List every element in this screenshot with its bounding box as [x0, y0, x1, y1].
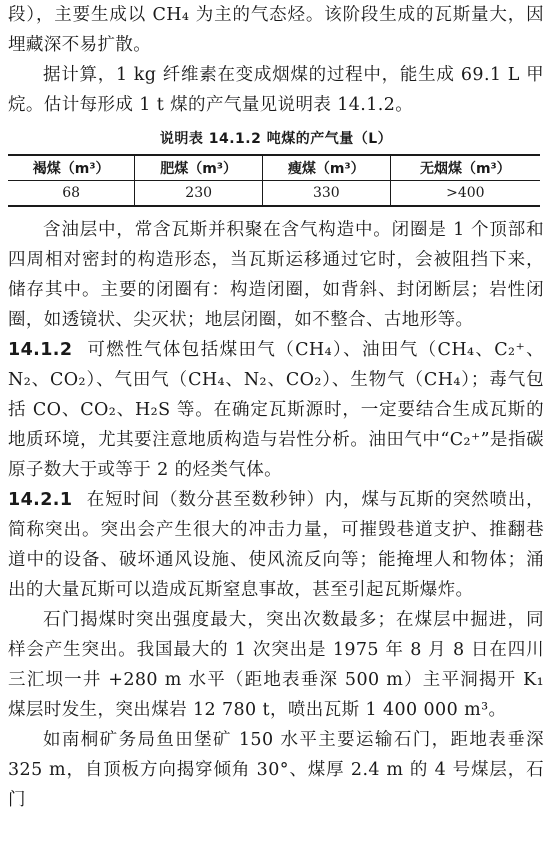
section-14-2-1: [8, 485, 544, 605]
paragraph-example: 如南桐矿务局鱼田堡矿 150 水平主要运输石门，距地表垂深 325 m，自顶板方向揭穿倾角 30°、煤厚 2.4 m 的 4 号煤层，石门: [8, 730, 544, 810]
section-number: 14.1.2: [8, 340, 73, 360]
section-number: 14.2.1: [8, 490, 73, 510]
header-lignite: 褐煤（m³）: [8, 155, 135, 181]
paragraph-closure: 含油层中，常含瓦斯并积聚在含气构造中。闭圈是 1 个顶部和四周相对密封的构造形态，当瓦斯运移通过它时，会被阻挡下来，储存其中。主要的闭圈有：构造闭圈，如背斜、封闭断层；岩性闭圈，如透镜状、尖灭状；地层闭圈，如不整合、古地形等。: [8, 220, 544, 330]
value-lignite: 68: [8, 181, 135, 207]
table-row: [8, 181, 540, 207]
value-fat-coal: 230: [135, 181, 263, 207]
paragraph-continuation: 段），主要生成以 CH₄ 为主的气态烃。该阶段生成的瓦斯量大，因埋藏深不易扩散。: [8, 5, 544, 55]
header-fat-coal: 肥煤（m³）: [135, 155, 263, 181]
section-body: 可燃性气体包括煤田气（CH₄）、油田气（CH₄、C₂⁺、N₂、CO₂）、气田气（CH₄、N₂、CO₂）、生物气（CH₄）；毒气包括 CO、CO₂、H₂S 等。在确定瓦斯源时，一定要结合生成瓦斯的地质环境，尤其要注意地质构造与岩性分析。油田气中“C₂⁺”是指碳原子数大于或等于 2 的烃类气体。: [8, 340, 544, 480]
value-anthracite: >400: [390, 181, 540, 207]
paragraph-outburst-record: 石门揭煤时突出强度最大，突出次数最多；在煤层中掘进，同样会产生突出。我国最大的 1 次突出是 1975 年 8 月 8 日在四川三汇坝一井 +280 m 水平（距地表垂深 500 m）主平洞揭开 K₁ 煤层时发生，突出煤岩 12 780 t，喷出瓦斯 1 400 000 m³。: [8, 610, 544, 720]
paragraph-calculation: 据计算，1 kg 纤维素在变成烟煤的过程中，能生成 69.1 L 甲烷。估计每形成 1 t 煤的产气量见说明表 14.1.2。: [8, 65, 544, 115]
section-body: 在短时间（数分甚至数秒钟）内，煤与瓦斯的突然喷出，简称突出。突出会产生很大的冲击力量，可摧毁巷道支护、推翻巷道中的设备、破坏通风设施、使风流反向等；能掩埋人和物体；涌出的大量瓦斯可以造成瓦斯窒息事故，甚至引起瓦斯爆炸。: [8, 490, 544, 600]
section-14-1-2: [8, 335, 544, 485]
table-header-row: [8, 155, 540, 181]
header-lean-coal: 瘦煤（m³）: [262, 155, 390, 181]
table-caption: 说明表 14.1.2 吨煤的产气量（L）: [159, 131, 393, 147]
value-lean-coal: 330: [262, 181, 390, 207]
gas-yield-table: [8, 154, 540, 207]
header-anthracite: 无烟煤（m³）: [390, 155, 540, 181]
